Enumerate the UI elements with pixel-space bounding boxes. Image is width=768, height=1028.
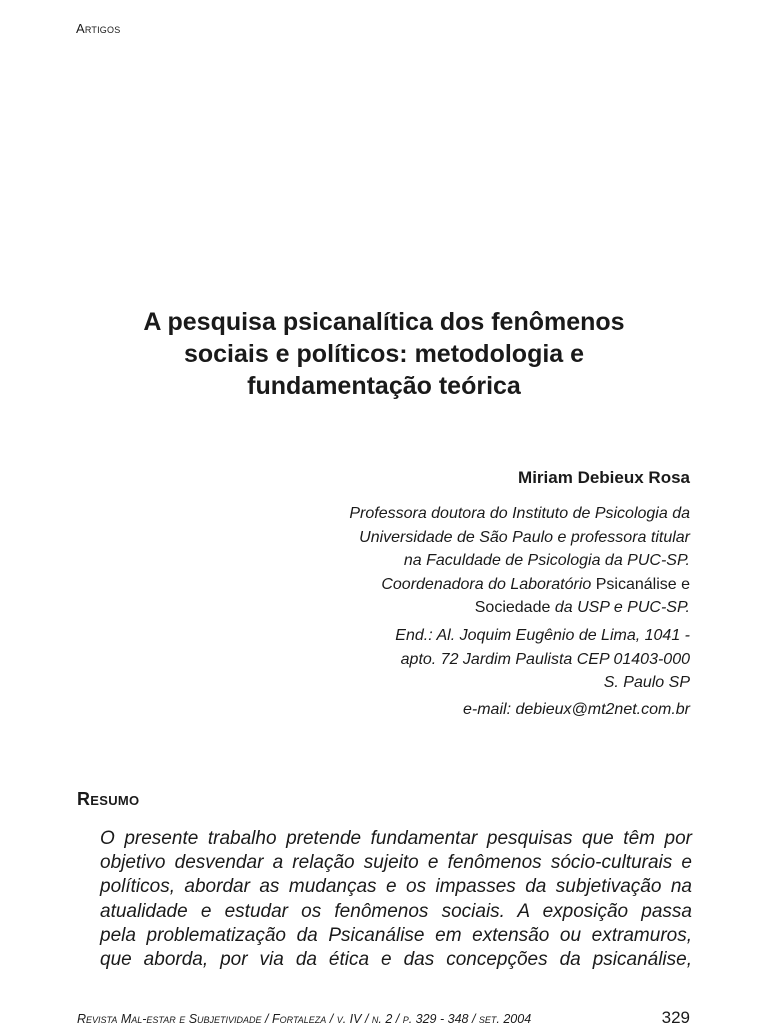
- address-line: End.: Al. Joquim Eugênio de Lima, 1041 -: [395, 627, 690, 644]
- journal-citation: Revista Mal-estar e Subjetividade / Fortaleza / v. IV / n. 2 / p. 329 - 348 / set. 2004: [77, 1012, 532, 1026]
- affiliation-line: [349, 573, 690, 597]
- affiliation-line: na Faculdade de Psicologia da PUC-SP.: [403, 552, 690, 569]
- affiliation-text: Psicanálise e: [591, 575, 690, 593]
- abstract-line: políticos, abordar as mudanças e os impasses da subjetivação na: [100, 876, 692, 898]
- abstract-body: [100, 827, 692, 972]
- abstract-line: objetivo desvendar a relação sujeito e fenômenos sócio-culturais e: [100, 852, 692, 874]
- page-number: 329: [661, 1008, 690, 1027]
- author-affiliation: [349, 502, 690, 620]
- address-line: apto. 72 Jardim Paulista CEP 01403-000: [400, 650, 690, 668]
- article-title: [84, 306, 684, 402]
- affiliation-text: da USP e PUC-SP.: [550, 599, 690, 616]
- author-name: Miriam Debieux Rosa: [518, 468, 690, 487]
- affiliation-line: [349, 596, 690, 620]
- section-label: Artigos: [76, 21, 121, 36]
- title-line: fundamentação teórica: [247, 372, 521, 400]
- author-email[interactable]: e-mail: debieux@mt2net.com.br: [463, 701, 690, 718]
- affiliation-line: Universidade de São Paulo e professora titular: [359, 528, 690, 546]
- affiliation-line: Professora doutora do Instituto de Psicologia da: [349, 505, 690, 522]
- address-line: S. Paulo SP: [603, 674, 690, 691]
- abstract-heading: Resumo: [77, 789, 140, 809]
- title-line: sociais e políticos: metodologia e: [183, 340, 585, 368]
- abstract-line: atualidade e estudar os fenômenos sociais. A exposição passa: [100, 900, 692, 922]
- abstract-line: O presente trabalho pretende fundamentar pesquisas que têm por: [100, 828, 692, 849]
- title-line: A pesquisa psicanalítica dos fenômenos: [143, 308, 625, 336]
- abstract-line: pela problematização da Psicanálise em extensão ou extramuros,: [100, 924, 692, 946]
- affiliation-text: Coordenadora do Laboratório: [381, 575, 592, 593]
- affiliation-text: Sociedade: [474, 599, 551, 616]
- author-address: [395, 624, 690, 695]
- abstract-line: que aborda, por via da ética e das concepções da psicanálise,: [100, 949, 692, 971]
